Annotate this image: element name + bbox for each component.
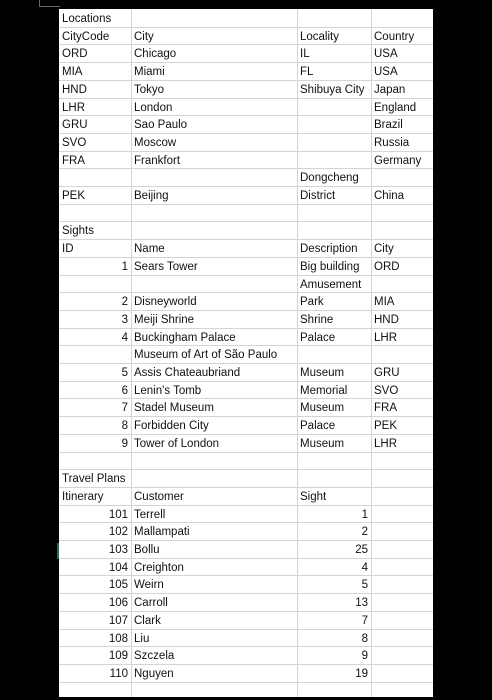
row-divider [59, 151, 433, 152]
column-header[interactable]: Sight [300, 490, 327, 503]
row-divider [59, 204, 433, 205]
row-divider [59, 133, 433, 134]
locality-cell[interactable]: IL [300, 48, 310, 61]
sight-city-cell[interactable]: ORD [374, 260, 400, 273]
row-divider [59, 98, 433, 99]
row-divider [59, 398, 433, 399]
customer-cell[interactable]: Clark [134, 614, 161, 627]
sight-name-cell[interactable]: Tower of London [134, 437, 220, 450]
sight-ref-cell[interactable]: 8 [361, 632, 368, 645]
city-code-cell[interactable]: FRA [62, 154, 85, 167]
itinerary-cell[interactable]: 108 [108, 632, 128, 645]
city-cell[interactable]: Sao Paulo [134, 119, 188, 132]
row-divider [59, 292, 433, 293]
city-cell[interactable]: Tokyo [134, 83, 165, 96]
sight-ref-cell[interactable]: 4 [361, 561, 368, 574]
sight-id-cell[interactable]: 9 [121, 437, 128, 450]
city-code-cell[interactable]: GRU [62, 119, 88, 132]
sight-id-cell[interactable]: 4 [121, 331, 128, 344]
row-divider [59, 239, 433, 240]
row-divider [59, 611, 433, 612]
sight-city-cell[interactable]: PEK [374, 420, 398, 433]
row-divider [59, 416, 433, 417]
customer-cell[interactable]: Liu [134, 632, 150, 645]
itinerary-cell[interactable]: 101 [108, 508, 128, 521]
column-header[interactable]: ID [62, 243, 74, 256]
row-divider [59, 487, 433, 488]
window-frame-edge [39, 6, 60, 7]
row-divider [59, 44, 433, 45]
customer-cell[interactable]: Carroll [134, 597, 168, 610]
sight-id-cell[interactable]: 6 [121, 384, 128, 397]
row-divider [59, 257, 433, 258]
locality-cell[interactable]: Shibuya City [300, 83, 365, 96]
section-title[interactable]: Locations [62, 13, 112, 25]
sight-city-cell[interactable]: LHR [374, 437, 398, 450]
row-divider [59, 452, 433, 453]
row-divider [59, 540, 433, 541]
itinerary-cell[interactable]: 106 [108, 597, 128, 610]
spreadsheet-grid[interactable] [59, 9, 433, 697]
sight-ref-cell[interactable]: 7 [361, 614, 368, 627]
sight-id-cell[interactable]: 5 [121, 367, 128, 379]
column-header[interactable]: City [134, 30, 154, 43]
customer-cell[interactable]: Szczela [134, 650, 175, 663]
sight-ref-cell[interactable]: 2 [361, 526, 368, 539]
section-title[interactable]: Travel Plans [62, 473, 126, 486]
description-cell[interactable]: Palace [300, 420, 336, 433]
row-divider [59, 505, 433, 506]
itinerary-cell[interactable]: 110 [109, 667, 128, 680]
row-divider [59, 345, 433, 346]
sight-city-cell[interactable]: GRU [374, 367, 400, 379]
description-cell[interactable]: Museum [300, 367, 345, 379]
row-divider [59, 522, 433, 523]
itinerary-cell[interactable]: 105 [108, 579, 128, 592]
sight-ref-cell[interactable]: 13 [355, 597, 368, 610]
description-cell[interactable]: Palace [300, 331, 336, 344]
sight-name-cell[interactable]: Meiji Shrine [134, 313, 195, 326]
customer-cell[interactable]: Creighton [134, 561, 184, 574]
row-divider [59, 275, 433, 276]
row-divider [59, 434, 433, 435]
row-divider [59, 168, 433, 169]
sight-ref-cell[interactable]: 1 [361, 508, 368, 521]
row-divider [59, 310, 433, 311]
sight-city-cell[interactable]: MIA [374, 296, 395, 309]
column-header[interactable]: Customer [134, 490, 184, 503]
column-header[interactable]: Description [300, 243, 358, 256]
city-code-cell[interactable]: LHR [62, 101, 86, 114]
column-header[interactable]: Country [374, 30, 415, 43]
city-code-cell[interactable]: HND [62, 83, 87, 96]
sight-ref-cell[interactable]: 25 [355, 544, 368, 556]
column-header[interactable]: CityCode [62, 30, 110, 43]
country-cell[interactable]: Brazil [374, 119, 403, 132]
country-cell[interactable]: USA [374, 66, 398, 79]
row-divider [59, 328, 433, 329]
city-code-cell[interactable]: SVO [62, 136, 87, 149]
sight-name-cell[interactable]: Stadel Museum [134, 402, 214, 415]
locality-cell[interactable]: FL [300, 66, 314, 79]
description-cell[interactable]: Memorial [300, 384, 348, 397]
row-divider [59, 80, 433, 81]
customer-cell[interactable]: Weirn [134, 579, 164, 592]
itinerary-cell[interactable]: 104 [108, 561, 128, 574]
row-divider [59, 593, 433, 594]
customer-cell[interactable]: Terrell [134, 508, 166, 521]
sight-name-cell[interactable]: Disneyworld [134, 296, 197, 309]
sight-name-cell[interactable]: Forbidden City [134, 420, 209, 433]
sight-id-cell[interactable]: 7 [121, 402, 128, 415]
sight-id-cell[interactable]: 8 [121, 420, 128, 433]
country-cell[interactable]: USA [374, 48, 398, 61]
country-cell[interactable]: Japan [374, 83, 406, 96]
city-code-cell[interactable]: PEK [62, 190, 86, 202]
column-header[interactable]: Itinerary [62, 490, 104, 503]
itinerary-cell[interactable]: 107 [108, 614, 128, 627]
sight-id-cell[interactable]: 1 [121, 260, 128, 273]
description-cell[interactable]: Museum [300, 402, 345, 415]
row-divider [59, 682, 433, 683]
sight-city-cell[interactable]: HND [374, 313, 399, 326]
row-divider [59, 221, 433, 222]
row-divider [59, 646, 433, 647]
row-divider [59, 629, 433, 630]
itinerary-cell[interactable]: 109 [108, 650, 128, 663]
sight-city-cell[interactable]: LHR [374, 331, 398, 344]
sight-name-cell[interactable]: Museum of Art of São Paulo Assis Chateaubriand [134, 349, 278, 379]
city-cell[interactable]: London [134, 101, 173, 114]
description-cell[interactable]: Museum [300, 437, 345, 450]
sight-id-cell[interactable]: 2 [121, 296, 128, 309]
country-cell[interactable]: Russia [374, 136, 410, 149]
row-divider [59, 469, 433, 470]
column-header[interactable]: City [374, 243, 394, 256]
city-cell[interactable]: Frankfort [134, 154, 181, 167]
sight-name-cell[interactable]: Lenin's Tomb [134, 384, 202, 397]
description-cell[interactable]: Big building [300, 260, 360, 273]
row-divider [59, 575, 433, 576]
country-cell[interactable]: England [374, 101, 417, 114]
customer-cell[interactable]: Bollu [134, 544, 160, 556]
city-cell[interactable]: Beijing [134, 190, 169, 202]
sight-ref-cell[interactable]: 5 [361, 579, 368, 592]
row-divider [59, 27, 433, 28]
itinerary-cell[interactable]: 102 [108, 526, 128, 539]
column-header[interactable]: Name [134, 243, 165, 256]
sight-city-cell[interactable]: FRA [374, 402, 397, 415]
sight-ref-cell[interactable]: 19 [355, 667, 368, 680]
column-header[interactable]: Locality [300, 30, 339, 43]
sight-ref-cell[interactable]: 9 [361, 650, 368, 663]
row-divider [59, 558, 433, 559]
row-divider [59, 62, 433, 63]
row-divider [59, 186, 433, 187]
city-cell[interactable]: Miami [134, 66, 165, 79]
description-cell[interactable]: Amusement Park [300, 278, 362, 309]
city-cell[interactable]: Moscow [134, 136, 177, 149]
country-cell[interactable]: Germany [374, 154, 422, 167]
city-code-cell[interactable]: MIA [62, 66, 83, 79]
country-cell[interactable]: China [374, 190, 405, 202]
sight-name-cell[interactable]: Buckingham Palace [134, 331, 236, 344]
sight-name-cell[interactable]: Sears Tower [134, 260, 198, 273]
description-cell[interactable]: Shrine [300, 313, 334, 326]
section-title[interactable]: Sights [62, 225, 94, 238]
sight-id-cell[interactable]: 3 [121, 313, 128, 326]
row-divider [59, 115, 433, 116]
customer-cell[interactable]: Nguyen [134, 667, 174, 680]
sight-city-cell[interactable]: SVO [374, 384, 399, 397]
row-divider [59, 664, 433, 665]
city-cell[interactable]: Chicago [134, 48, 177, 61]
locality-cell[interactable]: Dongcheng District [300, 172, 359, 202]
city-code-cell[interactable]: ORD [62, 48, 88, 61]
itinerary-cell[interactable]: 103 [108, 544, 128, 556]
customer-cell[interactable]: Mallampati [134, 526, 190, 539]
